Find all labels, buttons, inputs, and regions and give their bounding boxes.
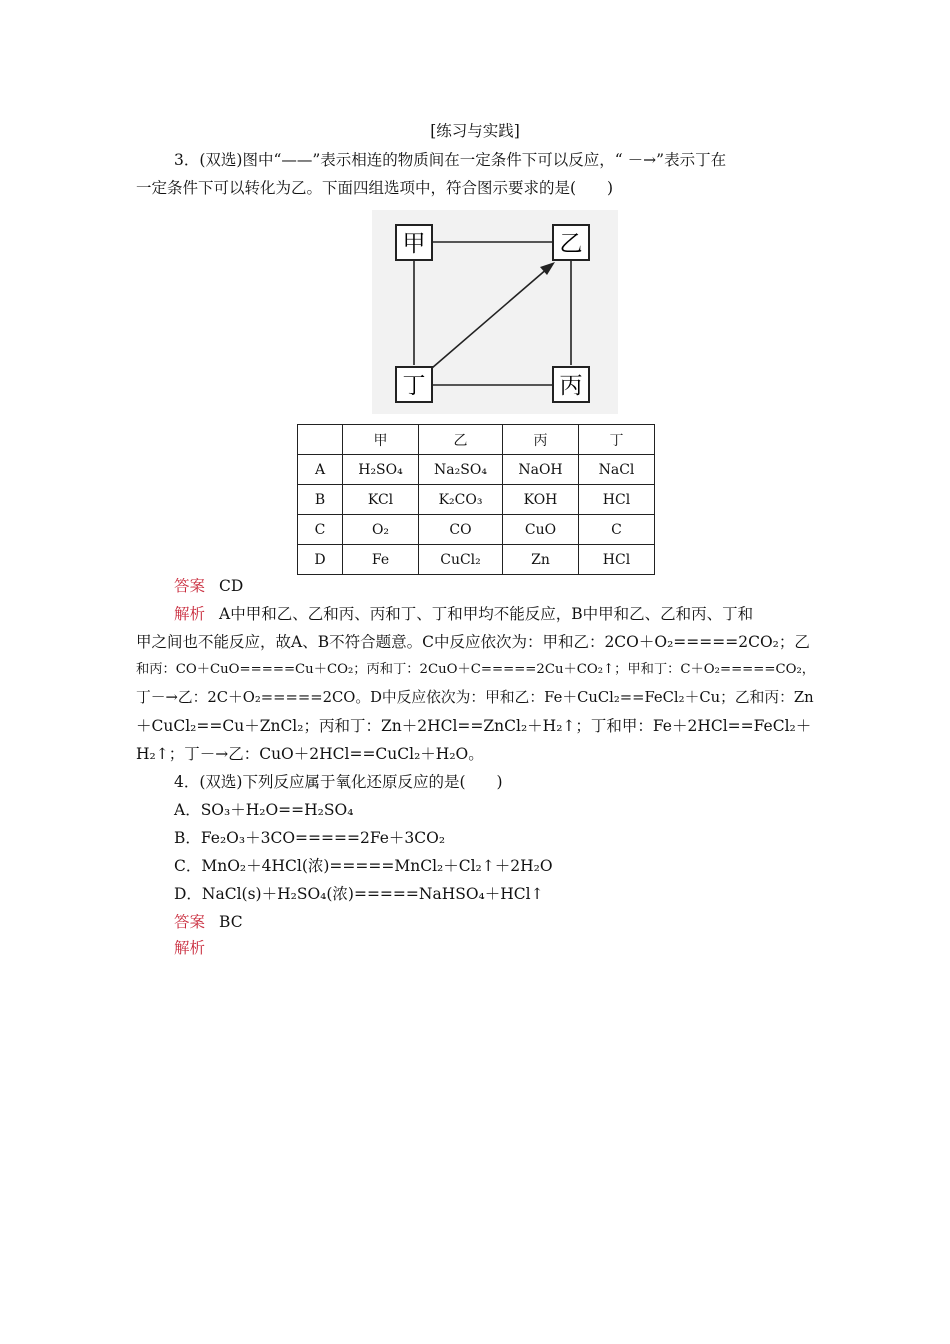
- table-row: [298, 545, 655, 575]
- q3-analysis-line1: [174, 600, 816, 628]
- q3-analysis-line2: 甲之间也不能反应，故A、B不符合题意。C中反应依次为：甲和乙：2CO＋O₂=====2CO₂；乙: [136, 633, 810, 651]
- table-cell: KOH: [503, 485, 579, 515]
- table-cell: K₂CO₃: [419, 485, 503, 515]
- options-table: [297, 424, 655, 575]
- table-cell: NaOH: [503, 455, 579, 485]
- answer-label: 答案: [174, 577, 206, 595]
- reaction-diagram: [372, 210, 618, 414]
- node-ding: 丁: [402, 373, 426, 399]
- table-cell: C: [298, 515, 343, 545]
- q3-answer: [174, 572, 854, 600]
- table-cell: A: [298, 455, 343, 485]
- table-cell: Fe: [343, 545, 419, 575]
- table-header-cell: 乙: [419, 425, 503, 455]
- q3-analysis-line4: 丁－→乙：2C＋O₂=====2CO。D中反应依次为：甲和乙：Fe＋CuCl₂==FeCl₂＋Cu；乙和丙：Zn: [136, 689, 814, 706]
- answer-label: 答案: [174, 913, 206, 931]
- table-header-cell: 丙: [503, 425, 579, 455]
- table-cell: CO: [419, 515, 503, 545]
- q4-option-b: B．Fe₂O₃＋3CO=====2Fe＋3CO₂: [174, 829, 446, 847]
- node-bing: 丙: [559, 373, 583, 399]
- table-cell: HCl: [579, 545, 655, 575]
- q4-option-d: D．NaCl(s)＋H₂SO₄(浓)=====NaHSO₄＋HCl↑: [174, 885, 544, 903]
- q3-analysis-line6: H₂↑；丁－→乙：CuO＋2HCl==CuCl₂＋H₂O。: [136, 745, 484, 763]
- table-cell: NaCl: [579, 455, 655, 485]
- node-jia: 甲: [402, 231, 426, 257]
- table-cell: CuO: [503, 515, 579, 545]
- analysis-label: 解析: [174, 939, 206, 957]
- q4-option-c: C．MnO₂＋4HCl(浓)=====MnCl₂＋Cl₂↑＋2H₂O: [174, 857, 553, 875]
- table-header-cell: 丁: [579, 425, 655, 455]
- q3-analysis-line3: 和丙：CO＋CuO=====Cu＋CO₂；丙和丁：2CuO＋C=====2Cu＋CO₂↑；甲和丁：C＋O₂=====CO₂，: [136, 662, 816, 677]
- table-row: [298, 515, 655, 545]
- table-header-cell: [298, 425, 343, 455]
- table-cell: KCl: [343, 485, 419, 515]
- q3-stem-line1: 3．(双选)图中“——”表示相连的物质间在一定条件下可以反应，“ －→”表示丁在: [174, 151, 727, 169]
- q4-answer: [174, 908, 854, 936]
- table-cell: D: [298, 545, 343, 575]
- table-header-row: [298, 425, 655, 455]
- node-yi: 乙: [559, 231, 583, 257]
- table-row: [298, 455, 655, 485]
- answer-value: BC: [219, 913, 243, 931]
- table-cell: HCl: [579, 485, 655, 515]
- table-cell: O₂: [343, 515, 419, 545]
- table-cell: C: [579, 515, 655, 545]
- q4-stem: 4．(双选)下列反应属于氧化还原反应的是( ): [174, 773, 503, 791]
- table-cell: Zn: [503, 545, 579, 575]
- analysis-text: A中甲和乙、乙和丙、丙和丁、丁和甲均不能反应，B中甲和乙、乙和丙、丁和: [219, 605, 754, 623]
- q4-option-a: A．SO₃＋H₂O==H₂SO₄: [174, 801, 354, 819]
- table-header-cell: 甲: [343, 425, 419, 455]
- table-cell: H₂SO₄: [343, 455, 419, 485]
- table-cell: B: [298, 485, 343, 515]
- section-title: [练习与实践]: [430, 122, 520, 140]
- table-row: [298, 485, 655, 515]
- q3-stem-line2: 一定条件下可以转化为乙。下面四组选项中，符合图示要求的是( ): [136, 179, 614, 197]
- table-cell: Na₂SO₄: [419, 455, 503, 485]
- q4-analysis: [174, 934, 854, 962]
- analysis-label: 解析: [174, 605, 206, 623]
- table-cell: CuCl₂: [419, 545, 503, 575]
- answer-value: CD: [219, 577, 244, 595]
- q3-analysis-line5: ＋CuCl₂==Cu＋ZnCl₂；丙和丁：Zn＋2HCl==ZnCl₂＋H₂↑；丁和甲：Fe＋2HCl==FeCl₂＋: [136, 717, 812, 735]
